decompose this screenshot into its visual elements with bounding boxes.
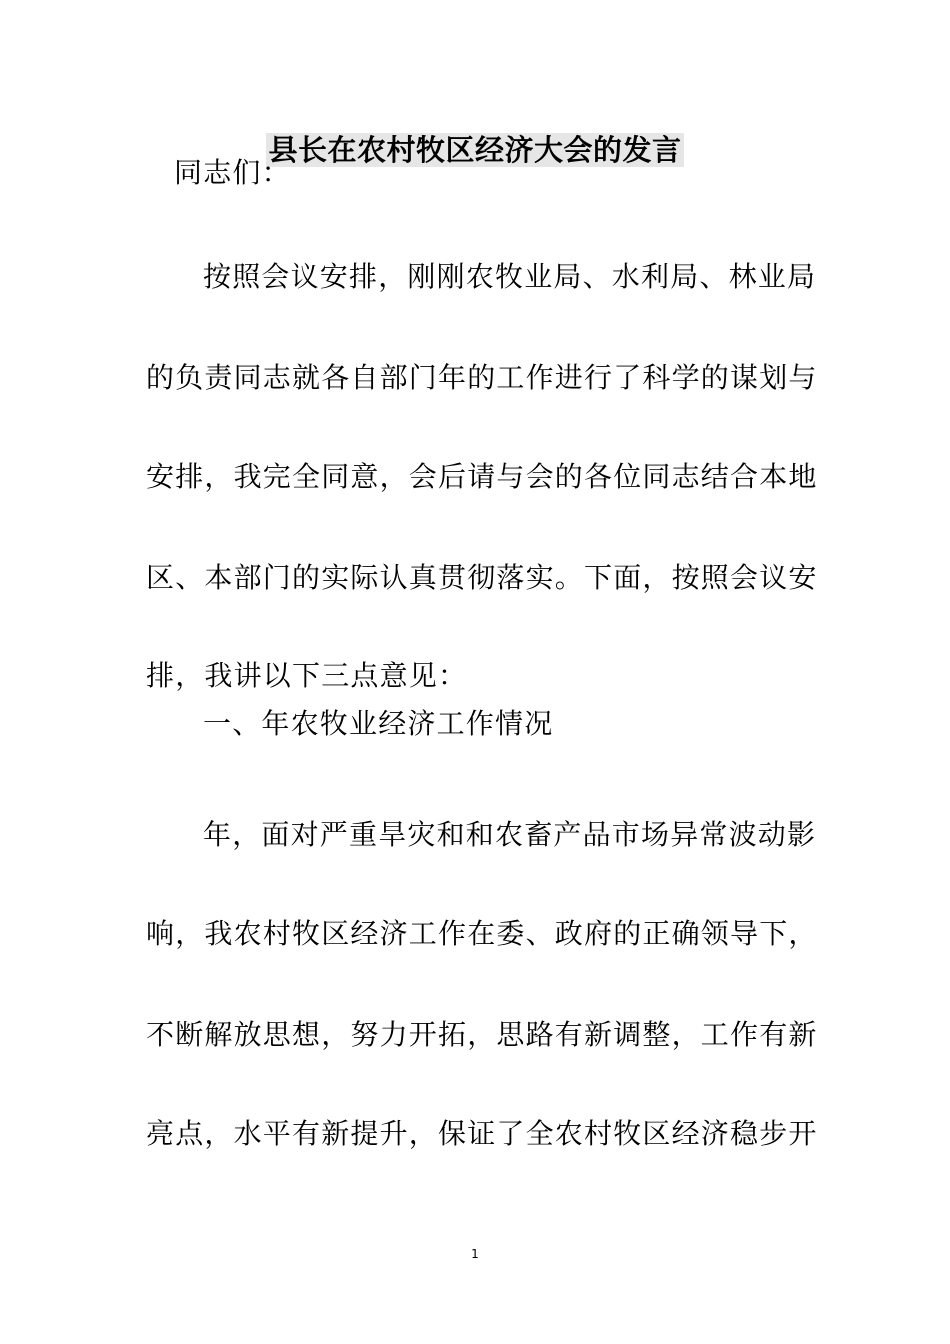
section-heading: 一、年农牧业经济工作情况: [203, 707, 554, 740]
paragraph-line: 亮点，水平有新提升，保证了全农村牧区经济稳步开: [146, 1117, 818, 1150]
title-text: 县长在农村牧区经济大会的发言: [268, 133, 682, 167]
paragraph-line: 区、本部门的实际认真贯彻落实。下面，按照会议安: [146, 561, 818, 594]
paragraph-line: 不断解放思想，努力开拓，思路有新调整，工作有新: [146, 1018, 818, 1051]
paragraph-line: 排，我讲以下三点意见：: [146, 659, 468, 692]
paragraph-line: 安排，我完全同意，会后请与会的各位同志结合本地: [146, 460, 818, 493]
paragraph-line: 的负责同志就各自部门年的工作进行了科学的谋划与: [146, 361, 818, 394]
page-number: 1: [471, 1247, 479, 1261]
paragraph-line: 年，面对严重旱灾和和农畜产品市场异常波动影: [203, 818, 817, 851]
paragraph-line: 按照会议安排，刚刚农牧业局、水利局、林业局: [203, 260, 817, 293]
paragraph-line: 响，我农村牧区经济工作在委、政府的正确领导下，: [146, 917, 818, 950]
salutation: 同志们：: [174, 156, 291, 189]
